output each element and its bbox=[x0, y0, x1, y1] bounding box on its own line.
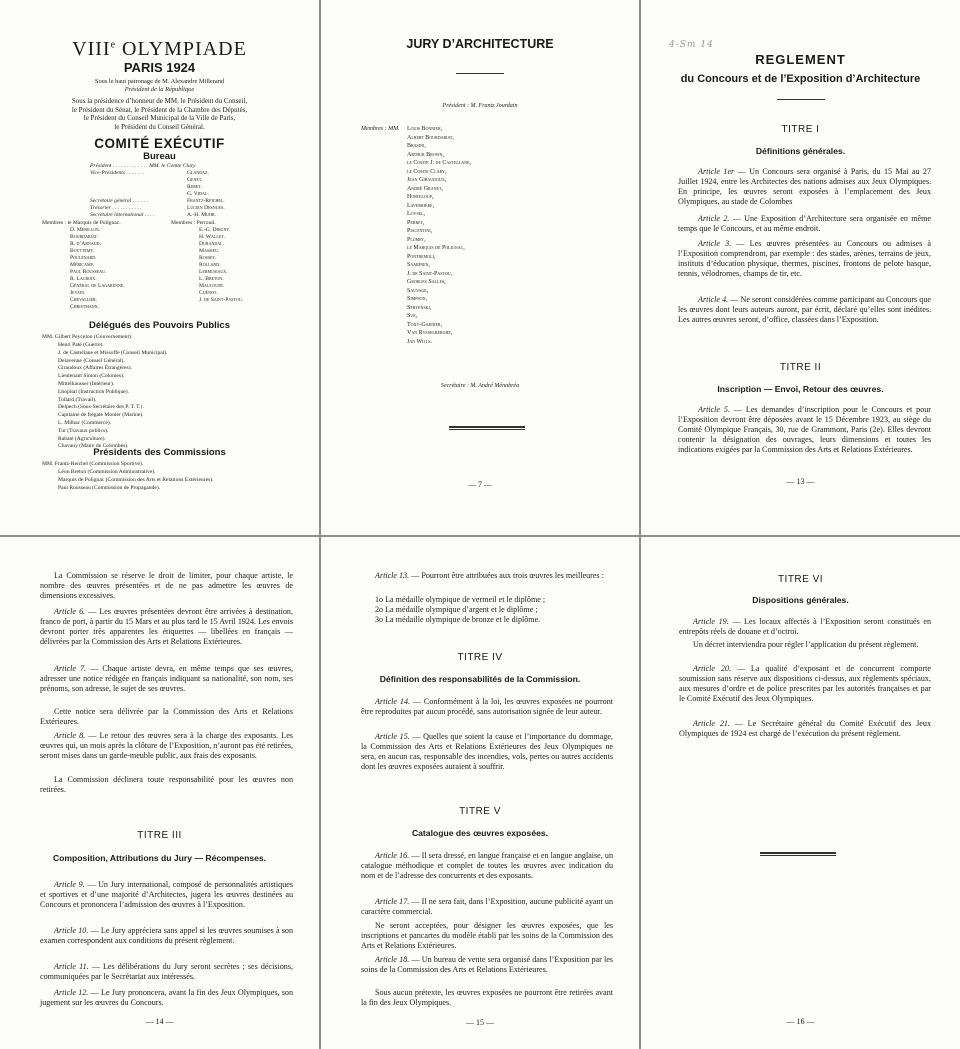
comite-executif-heading: COMITÉ EXÉCUTIF bbox=[94, 136, 225, 151]
article-7: Article 7. — Chaque artiste devra, en même temps que ses œuvres, adresser une notice rédigée en français indiquant sa nationalité, son nom, ses prénoms, son adresse, le sujet de ses œuvres. bbox=[40, 664, 293, 694]
article-1: Article 1er — Un Concours sera organisé à Paris, du 15 Mai au 27 Juillet 1924, entre les Architectes des nations admises aux Jeux Olympiques. En principe, les œuvres seront exposées à l’emplacement des Jeux Olympiques, au stade de Colombes bbox=[678, 167, 932, 207]
titre-1-subtitle: Définitions générales. bbox=[755, 146, 846, 156]
decline-paragraph: La Commission déclinera toute responsabilité pour les œuvres non retirées. bbox=[40, 775, 293, 795]
titre-2: TITRE II bbox=[779, 362, 822, 373]
article-21: Article 21. — Le Secrétaire général du Comité Exécutif des Jeux Olympiques de 1924 est chargé de l’exécution du présent règlement. bbox=[679, 719, 931, 739]
page-number: — 13 — bbox=[786, 477, 815, 486]
article-3: Article 3. — Les œuvres présentées au Concours ou admises à l’Exposition comprendront, par exemple : des stades, arènes, terrains de jeux, instituts d’éducation physique, thermes, piscines, frontons de pelote basque, tennis, vélodromes, champs de tir, etc. bbox=[678, 239, 932, 279]
role-tresorier: Trésorier . . . . . . . . . . . bbox=[90, 205, 142, 211]
article-15: Article 15. — Quelles que soient la cause et l’importance du dommage, la Commission des Arts et Relations Extérieures des Jeux Olympiques ne sera, en aucun cas, responsable des incendies, vols, pertes ou autres accidents dont les œuvres exposées auraient à souffrir. bbox=[361, 732, 613, 772]
titre-3-subtitle: Composition, Attributions du Jury — Récompenses. bbox=[52, 853, 267, 863]
article-16: Article 16. — Il sera dressé, en langue française et en langue anglaise, un catalogue méthodique et complet de toutes les œuvres avec indication du nom et de l’adresse des concurrents et des exposants. bbox=[361, 851, 613, 881]
reglement-title: REGLEMENT bbox=[755, 52, 846, 67]
page-16 bbox=[641, 537, 960, 1049]
bureau-heading: Bureau bbox=[143, 151, 176, 162]
titre-6-subtitle: Dispositions générales. bbox=[752, 595, 849, 605]
article-6: Article 6. — Les œuvres présentées devront être arrivées à destination, franco de port, à partir du 15 Mars et au plus tard le 15 Avril 1924. Les envois devront porter très apparentes les étiquettes — libellées en français — délivrées par la Commission des Arts et Relations Extérieures. bbox=[40, 607, 293, 647]
role-vice-presidents: Vice-Présidents . . . . . . . bbox=[90, 170, 145, 176]
jury-secretary: Secrétaire : M. André Ménabréa bbox=[440, 383, 520, 389]
membres-left-label: Membres : le Marquis de Polignac. bbox=[42, 220, 121, 226]
titre-5-subtitle: Catalogue des œuvres exposées. bbox=[411, 828, 549, 838]
article-17: Article 17. — Il ne sera fait, dans l’Exposition, aucune publicité ayant un caractère commercial. bbox=[361, 897, 613, 917]
handwritten-annotation: 4-Sm 14 bbox=[669, 40, 714, 50]
jury-president: Président : M. Frantz Jourdain bbox=[442, 103, 518, 109]
article-20: Article 20. — La qualité d’exposant et de concurrent comporte soumission sans réserve aux dispositions ci-dessus, aux règlements spéciaux, aux mesures d’ordre et de police prescrites par les autorités françaises et par le Comité Exécutif des Jeux Olympiques. bbox=[679, 664, 931, 704]
membres-left-list: D. Merillon. Bourdariat. R. d’Arnaud. Bouttemy. Poulenard. Méricamp. Paul Rousseau. R. Lacroix. Général de Lagarenne. Jevain. Chevallier. Christmann. bbox=[70, 227, 125, 310]
notice-paragraph: Cette notice sera délivrée par la Commission des Arts et Relations Extérieures. bbox=[40, 707, 293, 727]
presidents-list: Léon Breton (Commission Administrative). Marquis de Polignac (Commission des Arts et Relations Extérieures). Paul Rousseau (Commission de Propagande). bbox=[58, 469, 214, 491]
article-8: Article 8. — Le retour des œuvres sera à la charge des exposants. Les œuvres qui, un mois après la clôture de l’Exposition, n’auront pas été retirées, seront mises dans un garde-meuble public, aux frais des exposants. bbox=[40, 731, 293, 761]
page-number: — 16 — bbox=[786, 1017, 815, 1026]
medal-item: 3o La médaille olympique de bronze et le diplôme. bbox=[375, 615, 541, 625]
page-number: — 7 — bbox=[468, 480, 492, 489]
jury-title: JURY D’ARCHITECTURE bbox=[406, 37, 554, 51]
page-olympiade-committee bbox=[0, 0, 319, 535]
role-secretaire-international: Secrétaire international . . . . bbox=[90, 212, 155, 218]
membres-right-list: E.-G. Drigny. H. Wallet. Durandal. Massieu. Rosset. Rolland. Lermusiaux. L. Breton. Maucourt. Cuénot. J. de Saint-Pastou. bbox=[199, 227, 244, 303]
article-4: Article 4. — Ne seront considérées comme participant au Concours que les œuvres dont leurs auteurs auront, par écrit, déclaré qu’elles sont inédites. Les autres œuvres seront, d’office, classées dans l’Exposition. bbox=[678, 295, 931, 325]
presidents-heading: Présidents des Commissions bbox=[93, 447, 226, 458]
titre-1: TITRE I bbox=[781, 124, 820, 135]
patronage-role: Président de la République bbox=[124, 86, 195, 93]
article-10: Article 10. — Le Jury appréciera sans appel si les œuvres soumises à son examen correspondent aux conditions du présent règlement. bbox=[40, 926, 294, 946]
delegues-first: MM. Gilbert Peycelon (Gouvernement). bbox=[42, 334, 133, 340]
bureau-names: Glandaz. Genet. Rimet. G. Vidal. Frantz-Reichel. Lucien Desnues. A.-H. Muhr. bbox=[187, 170, 225, 218]
titre-6: TITRE VI bbox=[777, 574, 824, 585]
article-11: Article 11. — Les délibérations du Jury seront secrètes ; ses décisions, communiquées par le Secrétariat aux intéressés. bbox=[40, 962, 293, 982]
page-reglement bbox=[641, 0, 960, 535]
decree-paragraph: Un décret interviendra pour régler l’application du présent règlement. bbox=[693, 640, 919, 649]
article-13: Article 13. — Pourront être attribuées aux trois œuvres les meilleures : bbox=[375, 571, 604, 580]
medal-item: 1o La médaille olympique de vermeil et le diplôme ; bbox=[375, 595, 546, 604]
membres-right-label: Membres : Perroud. bbox=[171, 220, 216, 226]
article-9: Article 9. — Un Jury international, composé de personnalités artistiques et sportives et d’une majorité d’Architectes, jugera les œuvres destinées au Concours et prononcera l’admission des œuvres à l’Exposition. bbox=[40, 880, 293, 910]
role-president: Président . . . . . . . . . . . . . MM. le Comte Clary bbox=[90, 163, 196, 169]
closing-double-rule bbox=[760, 852, 836, 856]
presidents-first: MM. Frantz-Reichel (Commission Sportive). bbox=[42, 461, 144, 467]
delegues-heading: Délégués des Pouvoirs Publics bbox=[89, 320, 230, 331]
titre-3: TITRE III bbox=[137, 830, 182, 841]
delegues-list: Henri Paté (Guerre). J. de Castellane et Missoffe (Conseil Municipal). Delavenne (Conseil Général). Giraudoux (Affaires Étrangères). Lieutenant Simon (Colonies). Mittelhausser (Intérieur). Lhopital (Instruction Publique). Tollard (Travail). Delpech (Sous-Secrétaire des P. T. T.). Capitaine de frégate Monier (Marine). L. Milhac (Commerce). Tur (Travaux publics). Rabaté (Agriculture). Chavany (Maire de Colombes). bbox=[58, 342, 168, 450]
titre-4: TITRE IV bbox=[457, 652, 503, 663]
titre-2-subtitle: Inscription — Envoi, Retour des œuvres. bbox=[717, 384, 884, 394]
medal-item: 2o La médaille olympique d’argent et le diplôme ; bbox=[375, 605, 538, 615]
article-14: Article 14. — Conformément à la loi, les œuvres exposées ne pourront être reproduites par aucun procédé, sans autorisation signée de leur auteur. bbox=[361, 697, 613, 717]
titre-4-subtitle: Définition des responsabilités de la Commission. bbox=[379, 674, 581, 684]
medal-list bbox=[375, 595, 613, 625]
olympiade-title: VIIIe OLYMPIADE bbox=[72, 38, 247, 60]
page-number: — 15 — bbox=[466, 1018, 494, 1027]
role-secretaire-general: Secrétaire général . . . . . . bbox=[90, 198, 149, 204]
accepted-paragraph: Ne seront acceptées, pour désigner les œuvres exposées, que les inscriptions et pancartes du modèle établi par les soins de la Commission des Arts et Relations Extérieures. bbox=[361, 921, 613, 951]
intro-paragraph: La Commission se réserve le droit de limiter, pour chaque artiste, le nombre des œuvres présentées et de ne pas admettre les œuvres de dimensions excessives. bbox=[40, 571, 293, 601]
article-5: Article 5. — Les demandes d’inscription pour le Concours et pour l’Exposition devront être déposées avant le 15 Décembre 1923, au siège du Comité Olympique Français, 30, rue de Grammont, Paris (2e). Elles devront contenir la désignation des ouvrages, leurs dimensions et toutes les indications exigées par la Commission des Arts et Relations Extérieures. bbox=[678, 405, 931, 455]
article-18: Article 18. — Un bureau de vente sera organisé dans l’Exposition par les soins de la Commission des Arts et Relations Extérieures. bbox=[361, 955, 613, 975]
page-14 bbox=[0, 537, 319, 1049]
reglement-rule bbox=[777, 99, 825, 100]
pretext-paragraph: Sous aucun prétexte, les œuvres exposées ne pourront être retirées avant la fin des Jeux Olympiques. bbox=[361, 988, 613, 1008]
jury-double-rule bbox=[449, 426, 525, 430]
paris-1924-heading: PARIS 1924 bbox=[123, 60, 196, 75]
reglement-subtitle: du Concours et de l’Exposition d’Architecture bbox=[680, 73, 921, 85]
jury-members-label: Membres : MM. bbox=[361, 126, 400, 132]
page-jury bbox=[321, 0, 639, 535]
jury-rule bbox=[456, 73, 504, 74]
titre-5: TITRE V bbox=[459, 806, 501, 817]
article-2: Article 2. — Une Exposition d’Architecture sera organisée en même temps que le Concours, et au même endroit. bbox=[678, 214, 931, 234]
article-12: Article 12. — Le Jury prononcera, avant la fin des Jeux Olympiques, son jugement sur les œuvres du Concours. bbox=[40, 988, 293, 1008]
jury-members-list: Louis Bonnier, Albert Bourdariat, Brasini, Arthur Brown, le Comte J. de Castellane, le Comte Clary, Jean Giraudoux, André Granet, Horteloup, Laverrière, Loysel, Perret, Piacentini, Plumet, le Marquis de Polignac, Pontremoli, Saarinen, J. de Saint-Pastou, Georges Salles, Sauvage, Simpson, Stryenski, Sue, Tony-Garnier, Van Rysselberghe, Jan Wills. bbox=[407, 126, 471, 345]
page-number: — 14 — bbox=[145, 1017, 174, 1026]
honorary-presidency: Sous la présidence d’honneur de MM. le Président du Conseil, le Président du Sénat, le Président de la Chambre des Députés, le Président du Conseil Municipal de la Ville de Paris, le Président du Conseil Général. bbox=[71, 97, 248, 131]
page-15 bbox=[321, 537, 639, 1049]
article-19: Article 19. — Les locaux affectés à l’Exposition seront constitués en entrepôts réels de douane et d’octroi. bbox=[679, 617, 931, 637]
patronage-line: Sous le haut patronage de M. Alexandre Millerand bbox=[94, 78, 225, 85]
